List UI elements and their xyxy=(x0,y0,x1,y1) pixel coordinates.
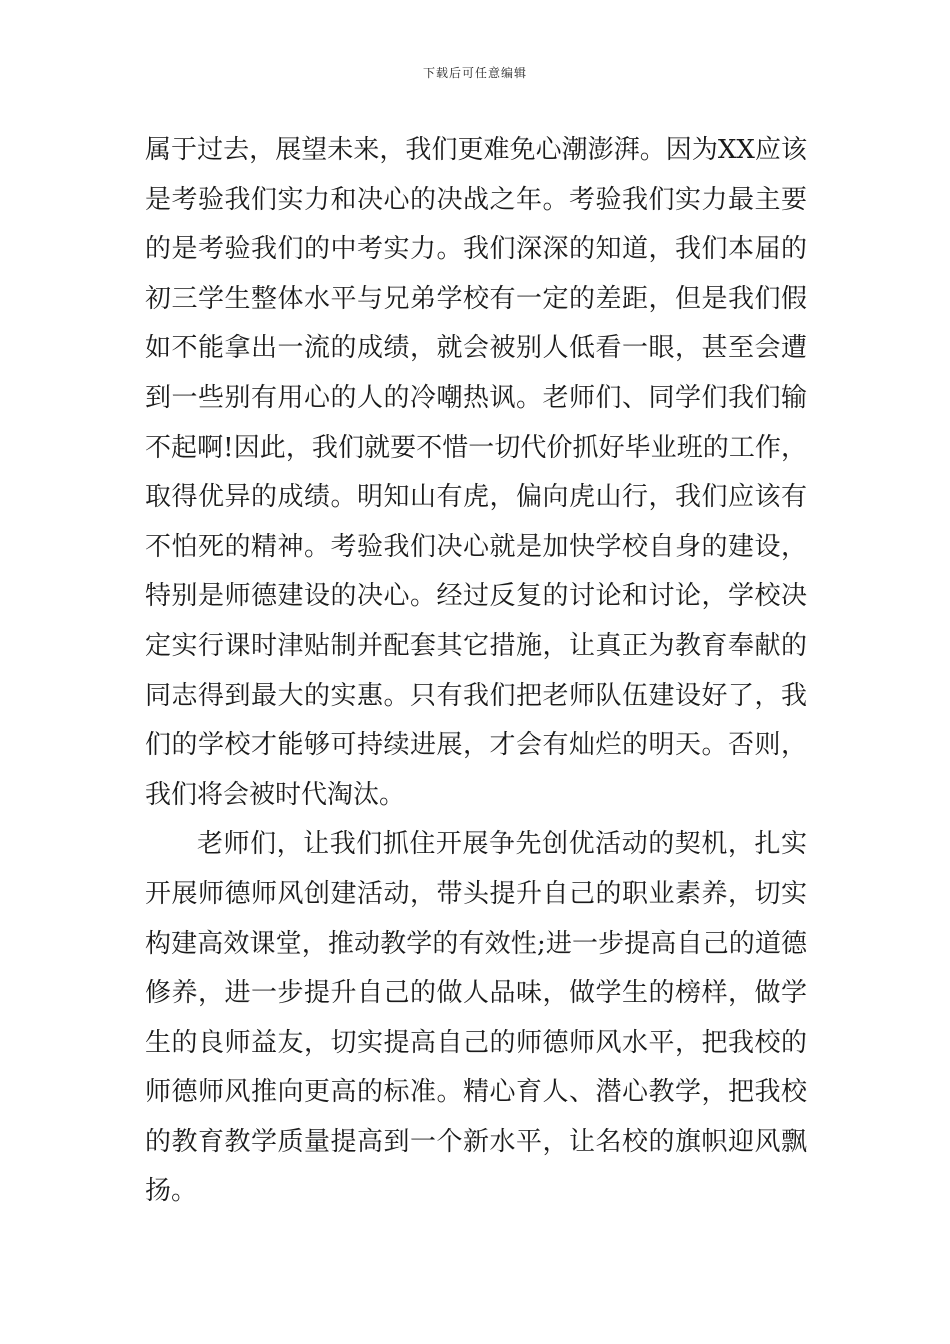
text-line: 属于过去，展望未来，我们更难免心潮澎湃。因为XX应该 xyxy=(145,135,807,165)
text-line: 定实行课时津贴制并配套其它措施，让真正为教育奉献的 xyxy=(145,630,807,661)
text-line: 初三学生整体水平与兄弟学校有一定的差距，但是我们假 xyxy=(145,283,807,314)
text-line: 特别是师德建设的决心。经过反复的讨论和讨论，学校决 xyxy=(145,581,807,612)
text-line: 开展师德师风创建活动，带头提升自己的职业素养，切实 xyxy=(145,878,807,909)
text-line: 是考验我们实力和决心的决战之年。考验我们实力最主要 xyxy=(145,184,807,215)
text-line: 我们将会被时代淘汰。 xyxy=(145,779,406,810)
text-line: 如不能拿出一流的成绩，就会被别人低看一眼，甚至会遭 xyxy=(145,333,807,364)
paragraph-1 xyxy=(145,126,807,820)
text-line: 构建高效课堂，推动教学的有效性;进一步提高自己的道德 xyxy=(145,928,807,959)
text-line: 修养，进一步提升自己的做人品味，做学生的榜样，做学 xyxy=(145,978,807,1009)
text-line: 的教育教学质量提高到一个新水平，让名校的旗帜迎风飘 xyxy=(145,1126,807,1157)
text-line: 老师们，让我们抓住开展争先创优活动的契机，扎实 xyxy=(197,829,807,860)
text-line: 扬。 xyxy=(145,1176,198,1207)
text-line: 不怕死的精神。考验我们决心就是加快学校自身的建设， xyxy=(145,531,807,562)
document-body xyxy=(145,126,807,1217)
text-line: 同志得到最大的实惠。只有我们把老师队伍建设好了，我 xyxy=(145,680,807,711)
paragraph-2 xyxy=(145,820,807,1217)
text-line: 不起啊!因此，我们就要不惜一切代价抓好毕业班的工作， xyxy=(145,432,807,463)
text-line: 的是考验我们的中考实力。我们深深的知道，我们本届的 xyxy=(145,234,807,265)
text-line: 师德师风推向更高的标准。精心育人、潜心教学，把我校 xyxy=(145,1077,807,1108)
text-line: 取得优异的成绩。明知山有虎，偏向虎山行，我们应该有 xyxy=(145,482,807,513)
text-line: 到一些别有用心的人的冷嘲热讽。老师们、同学们我们输 xyxy=(145,382,807,413)
text-line: 生的良师益友，切实提高自己的师德师风水平，把我校的 xyxy=(145,1027,807,1058)
page-header: 下载后可任意编辑 xyxy=(422,66,527,80)
text-line: 们的学校才能够可持续进展，才会有灿烂的明天。否则， xyxy=(145,730,807,761)
